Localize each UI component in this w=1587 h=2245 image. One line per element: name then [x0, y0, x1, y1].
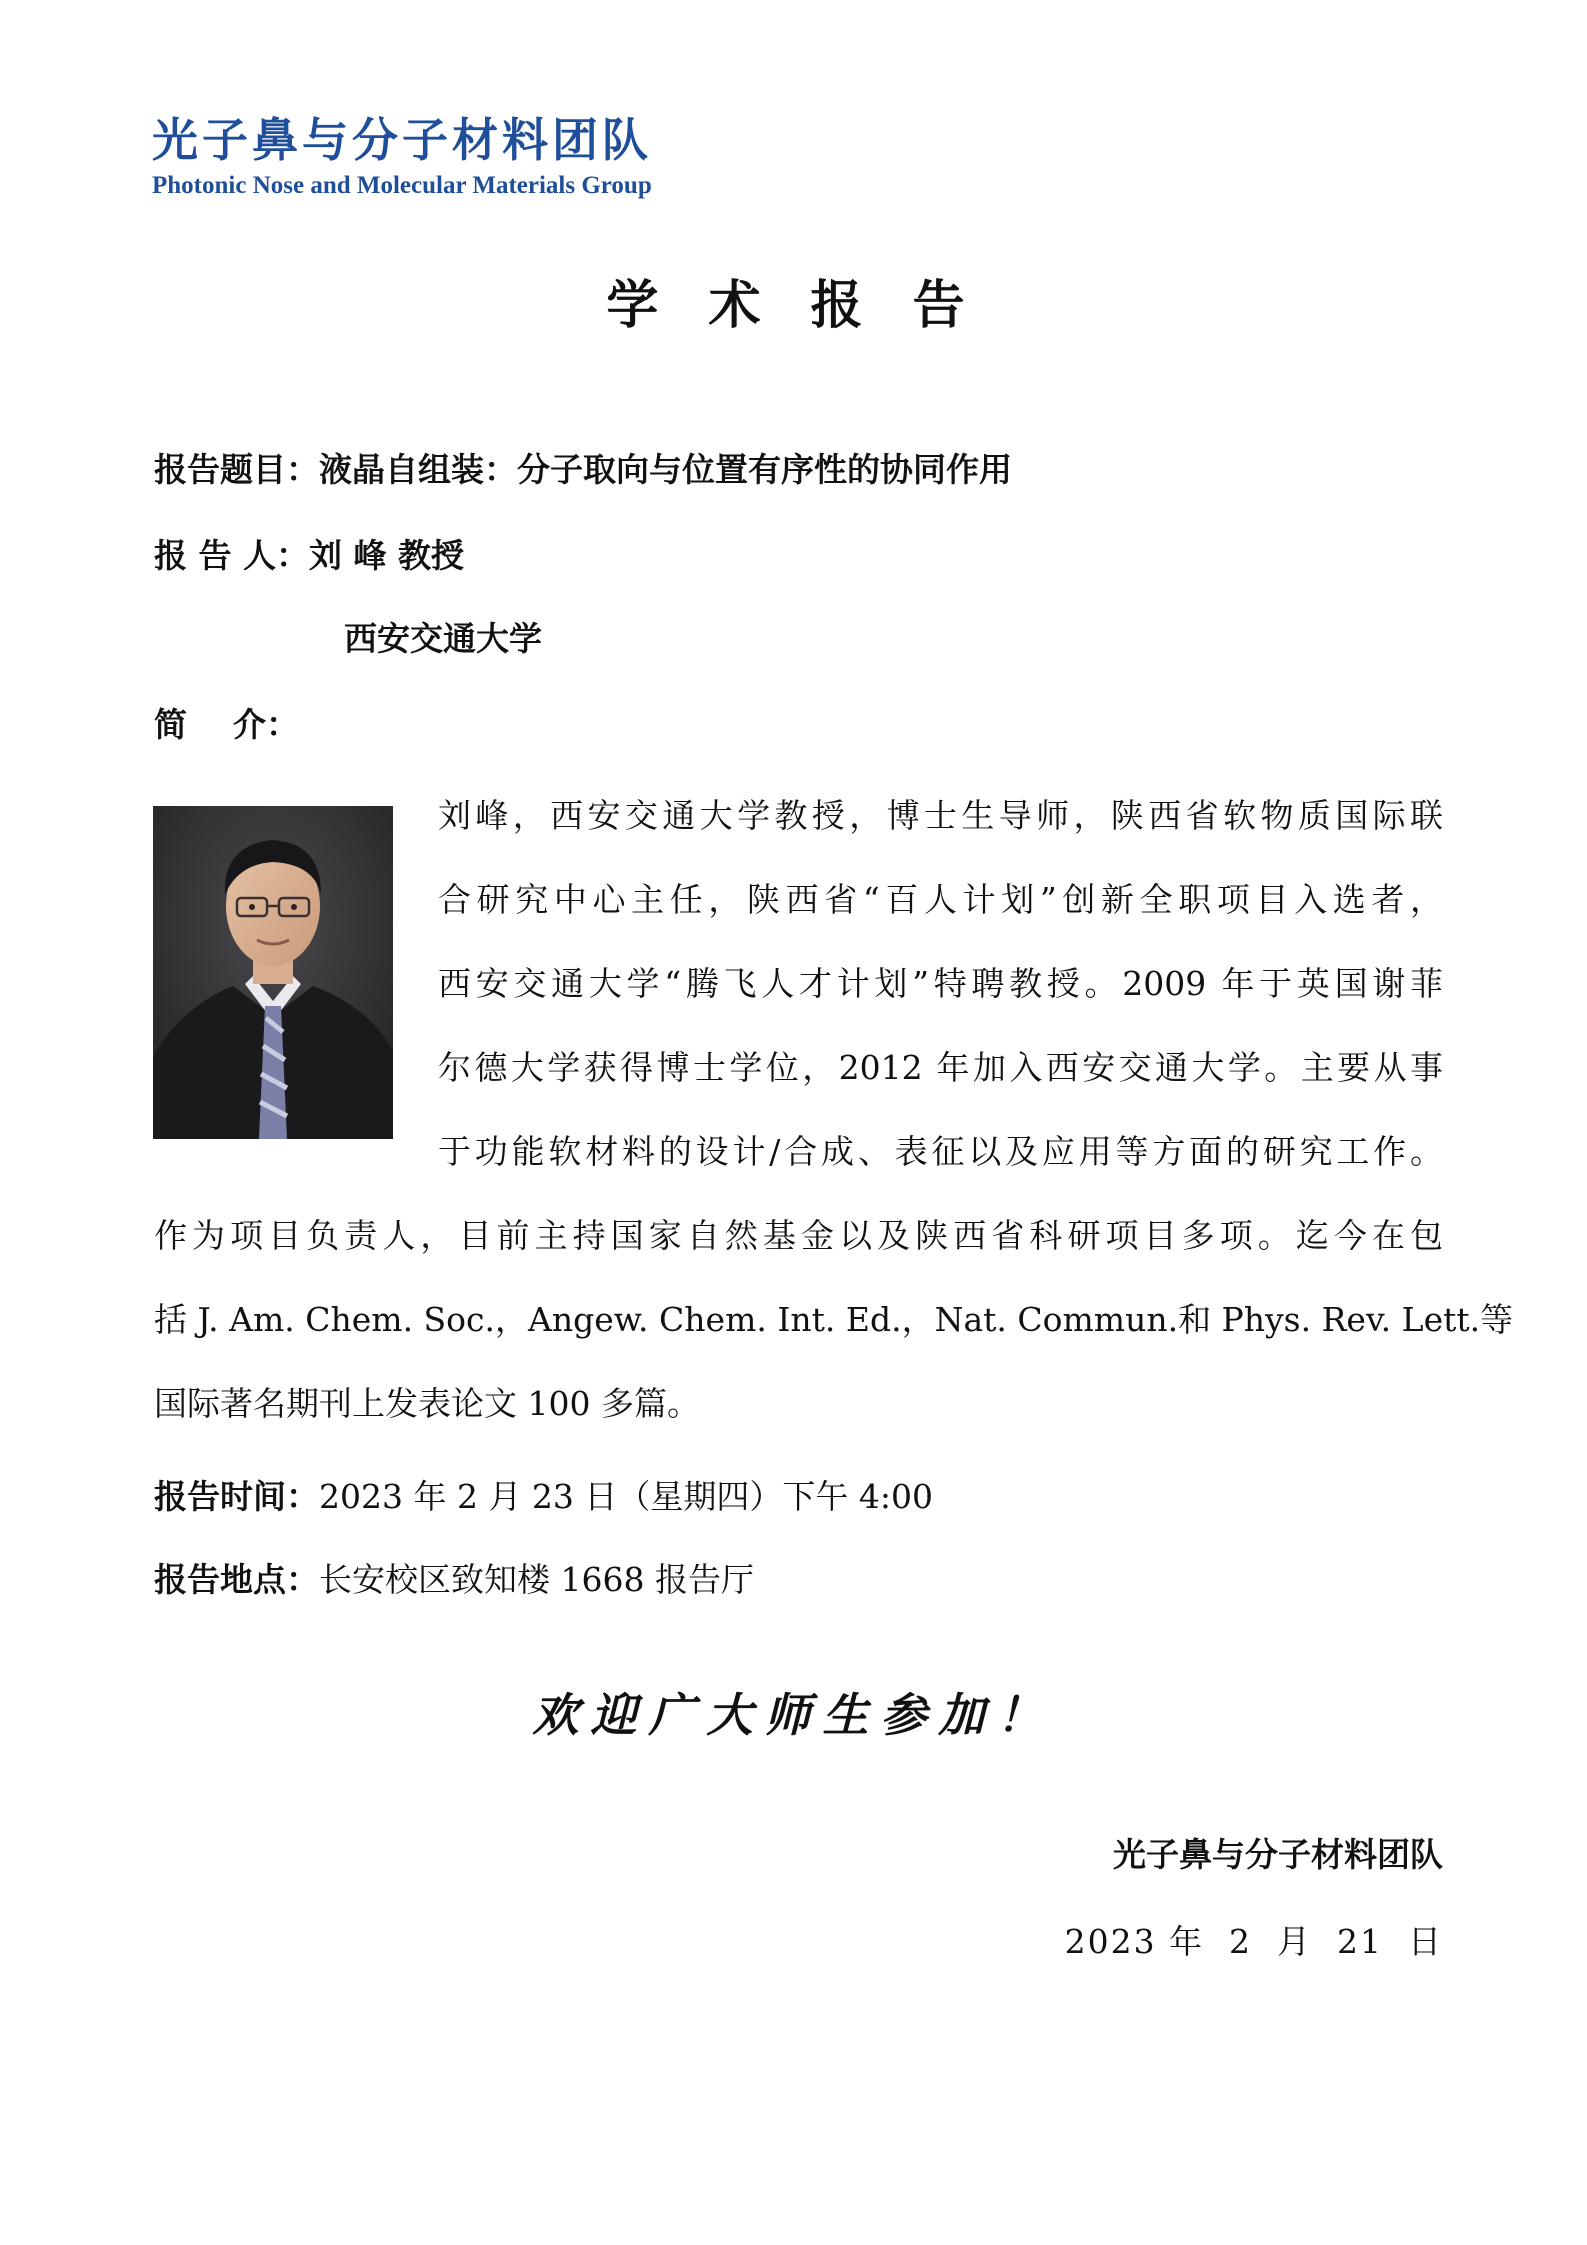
bio-line: 括 J. Am. Chem. Soc.，Angew. Chem. Int. Ed.，Nat. Commun.和 Phys. Rev. Lett.等: [154, 1300, 1514, 1339]
time-value: 2023 年 2 月 23 日（星期四）下午 4:00: [319, 1477, 934, 1516]
bio-line: 尔德大学获得博士学位，2012 年加入西安交通大学。主要从事: [438, 1048, 1443, 1087]
document-title: 学 术 报 告: [606, 276, 981, 336]
bio-beside-portrait: [438, 774, 1443, 1194]
speaker-row: [154, 534, 464, 578]
time-row: [154, 1475, 933, 1519]
speaker-affiliation-row: [344, 617, 542, 661]
org-name-en: Photonic Nose and Molecular Materials Group: [152, 172, 652, 199]
intro-row: [154, 703, 299, 747]
bio-line: 西安交通大学“腾飞人才计划”特聘教授。2009 年于英国谢菲: [438, 964, 1443, 1003]
org-header: [152, 112, 772, 202]
bio-line: 于功能软材料的设计/合成、表征以及应用等方面的研究工作。: [438, 1132, 1443, 1171]
org-name-cn: 光子鼻与分子材料团队: [152, 113, 652, 167]
speaker-affiliation: 西安交通大学: [344, 619, 542, 658]
signature-org: 光子鼻与分子材料团队: [1113, 1835, 1443, 1874]
bio-line: 刘峰，西安交通大学教授，博士生导师，陕西省软物质国际联: [438, 796, 1443, 835]
location-row: [154, 1558, 754, 1602]
location-label: 报告地点：: [154, 1560, 319, 1599]
bio-line: 作为项目负责人，目前主持国家自然基金以及陕西省科研项目多项。迄今在包: [154, 1216, 1443, 1255]
topic-value: 液晶自组装：分子取向与位置有序性的协同作用: [319, 450, 1012, 489]
location-value: 长安校区致知楼 1668 报告厅: [319, 1560, 754, 1599]
signature-date: 2023 年 2 月 21 日: [1064, 1922, 1443, 1961]
speaker-portrait: [153, 806, 393, 1139]
bio-full-width: [154, 1194, 1514, 1446]
portrait-illustration: [153, 806, 393, 1139]
bio-line-last: 国际著名期刊上发表论文 100 多篇。: [154, 1384, 700, 1423]
intro-label: 简 介：: [154, 705, 299, 744]
time-label: 报告时间：: [154, 1477, 319, 1516]
welcome-message: 欢迎广大师生参加！: [532, 1688, 1055, 1742]
topic-row: [154, 448, 1012, 492]
topic-label: 报告题目：: [154, 450, 319, 489]
speaker-label: 报 告 人：: [154, 536, 309, 575]
speaker-value: 刘 峰 教授: [308, 536, 464, 575]
bio-line: 合研究中心主任，陕西省“百人计划”创新全职项目入选者，: [438, 880, 1443, 919]
